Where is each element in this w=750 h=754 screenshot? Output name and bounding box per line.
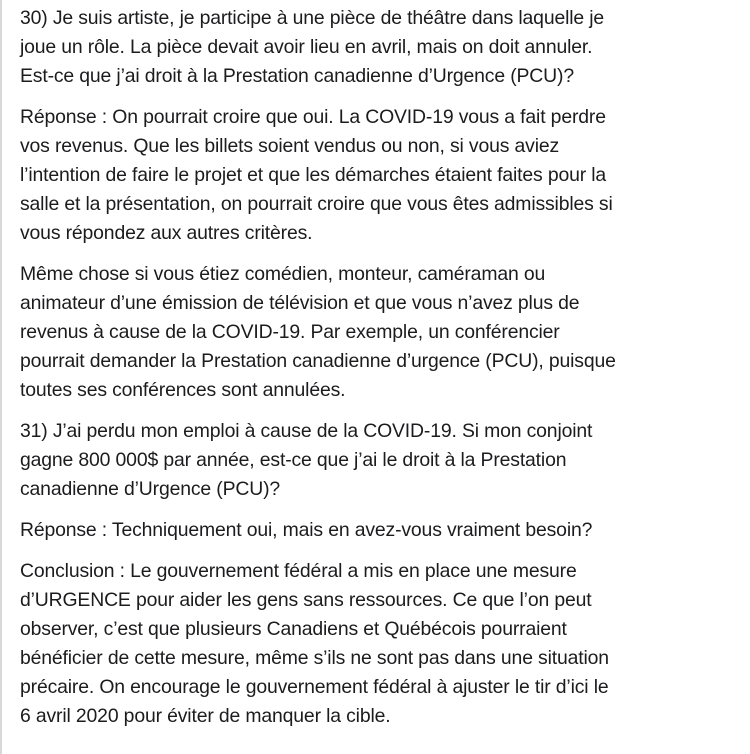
text-line: revenus à cause de la COVID-19. Par exemple, un conférencier (20, 321, 560, 343)
text-line: animateur d’une émission de télévision et que vous n’avez plus de (20, 292, 580, 314)
text-line: Réponse : Techniquement oui, mais en avez-vous vraiment besoin? (20, 519, 593, 541)
text-line: joue un rôle. La pièce devait avoir lieu en avril, mais on doit annuler. (20, 36, 593, 58)
text-line: 30) Je suis artiste, je participe à une pièce de théâtre dans laquelle je (20, 7, 605, 29)
text-line: toutes ses conférences sont annulées. (20, 379, 346, 401)
text-line: Conclusion : Le gouvernement fédéral a mis en place une mesure (20, 560, 577, 582)
text-line: 6 avril 2020 pour éviter de manquer la cible. (20, 705, 391, 727)
question-31 (20, 417, 740, 504)
text-line: 31) J’ai perdu mon emploi à cause de la COVID-19. Si mon conjoint (20, 420, 593, 442)
text-line: gagne 800 000$ par année, est-ce que j’ai le droit à la Prestation (20, 449, 567, 471)
text-line: canadienne d’Urgence (PCU)? (20, 478, 281, 500)
question-30 (20, 4, 740, 91)
text-line: précaire. On encourage le gouvernement fédéral à ajuster le tir d’ici le (20, 676, 609, 698)
text-line: Même chose si vous étiez comédien, monteur, caméraman ou (20, 263, 546, 285)
text-line: observer, c’est que plusieurs Canadiens et Québécois pourraient (20, 618, 567, 640)
text-line: salle et la présentation, on pourrait croire que vous êtes admissibles si (20, 193, 613, 215)
answer-30 (20, 103, 740, 248)
text-line: Réponse : On pourrait croire que oui. La COVID-19 vous a fait perdre (20, 106, 606, 128)
text-line: l’intention de faire le projet et que les démarches étaient faites pour la (20, 164, 607, 186)
text-line: vous répondez aux autres critères. (20, 222, 313, 244)
text-line: vos revenus. Que les billets soient vendus ou non, si vous aviez (20, 135, 560, 157)
answer-31 (20, 516, 740, 545)
text-line: bénéficier de cette mesure, même s’ils ne sont pas dans une situation (20, 647, 609, 669)
conclusion (20, 557, 740, 731)
text-line: d’URGENCE pour aider les gens sans ressources. Ce que l’on peut (20, 589, 592, 611)
answer-30-continued (20, 260, 740, 405)
text-line: pourrait demander la Prestation canadienne d’urgence (PCU), puisque (20, 350, 616, 372)
text-line: Est-ce que j’ai droit à la Prestation canadienne d’Urgence (PCU)? (20, 65, 574, 87)
